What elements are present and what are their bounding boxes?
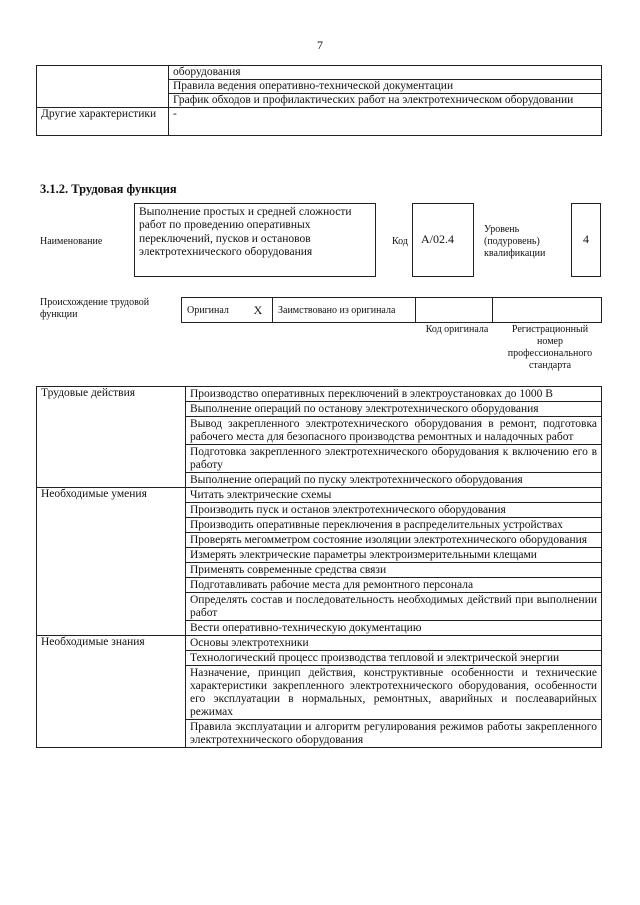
table-cell: Выполнение операций по останову электротехнического оборудования (186, 402, 602, 417)
table-cell: Вывод закрепленного электротехнического оборудования в ремонт, подготовка рабочего места для безопасного производства ремонтных и наладочных работ (186, 417, 602, 445)
original-label: Оригинал (182, 298, 245, 323)
function-name-box: Выполнение простых и средней сложности работ по проведению оперативных переключений, пусков и остановов электротехнического оборудования (134, 203, 376, 277)
table-cell: Производить оперативные переключения в распределительных устройствах (186, 518, 602, 533)
table-cell: Назначение, принцип действия, конструктивные особенности и технические характеристики закрепленного электротехнического оборудования, особенности его эксплуатации в нормальных, ремонтных, аварийных и послеаварийных режимах (186, 666, 602, 720)
empty-label-cell (37, 66, 169, 108)
table-cell: Правила эксплуатации и алгоритм регулирования режимов работы закрепленного электротехнического оборудования (186, 720, 602, 748)
level-box: 4 (571, 203, 601, 277)
section-heading: 3.1.2. Трудовая функция (40, 182, 177, 196)
table-cell: Читать электрические схемы (186, 488, 602, 503)
table-cell: Выполнение операций по пуску электротехнического оборудования (186, 473, 602, 488)
table-cell: Правила ведения оперативно-технической документации (169, 80, 602, 94)
labor-function-table (36, 386, 602, 748)
code-label: Код (392, 236, 408, 247)
registration-number-cell (493, 298, 602, 323)
code-caption: Код оригинала (425, 324, 489, 335)
other-characteristics-label: Другие характеристики (37, 108, 169, 136)
table-cell: Основы электротехники (186, 636, 602, 651)
origin-label: Происхождение трудовой функции (40, 297, 150, 320)
table-cell: Вести оперативно-техническую документацию (186, 621, 602, 636)
continuation-table (36, 65, 602, 136)
table-cell: Подготовка закрепленного электротехнического оборудования к включению его в работу (186, 445, 602, 473)
level-label: Уровень (подуровень) квалификации (484, 224, 546, 259)
page-number: 7 (317, 38, 323, 52)
origin-table (181, 297, 602, 323)
name-label: Наименование (40, 236, 103, 247)
original-mark: X (244, 298, 273, 323)
required-skills-label: Необходимые умения (37, 488, 186, 636)
table-cell: Технологический процесс производства тепловой и электрической энергии (186, 651, 602, 666)
table-cell: Подготавливать рабочие места для ремонтного персонала (186, 578, 602, 593)
table-cell: Производить пуск и останов электротехнического оборудования (186, 503, 602, 518)
table-cell: Проверять мегомметром состояние изоляции электротехнического оборудования (186, 533, 602, 548)
table-cell: Измерять электрические параметры электроизмерительными клещами (186, 548, 602, 563)
table-cell: - (169, 108, 602, 136)
table-cell: Производство оперативных переключений в электроустановках до 1000 В (186, 387, 602, 402)
table-cell: Применять современные средства связи (186, 563, 602, 578)
function-code-box: А/02.4 (412, 203, 474, 277)
table-cell: График обходов и профилактических работ на электротехническом оборудовании (169, 94, 602, 108)
labor-actions-label: Трудовые действия (37, 387, 186, 488)
original-code-cell (416, 298, 493, 323)
table-cell: оборудования (169, 66, 602, 80)
table-cell: Определять состав и последовательность необходимых действий при выполнении работ (186, 593, 602, 621)
required-knowledge-label: Необходимые знания (37, 636, 186, 748)
borrowed-label: Заимствовано из оригинала (273, 298, 416, 323)
registration-caption: Регистрационный номер профессионального стандарта (507, 324, 593, 371)
